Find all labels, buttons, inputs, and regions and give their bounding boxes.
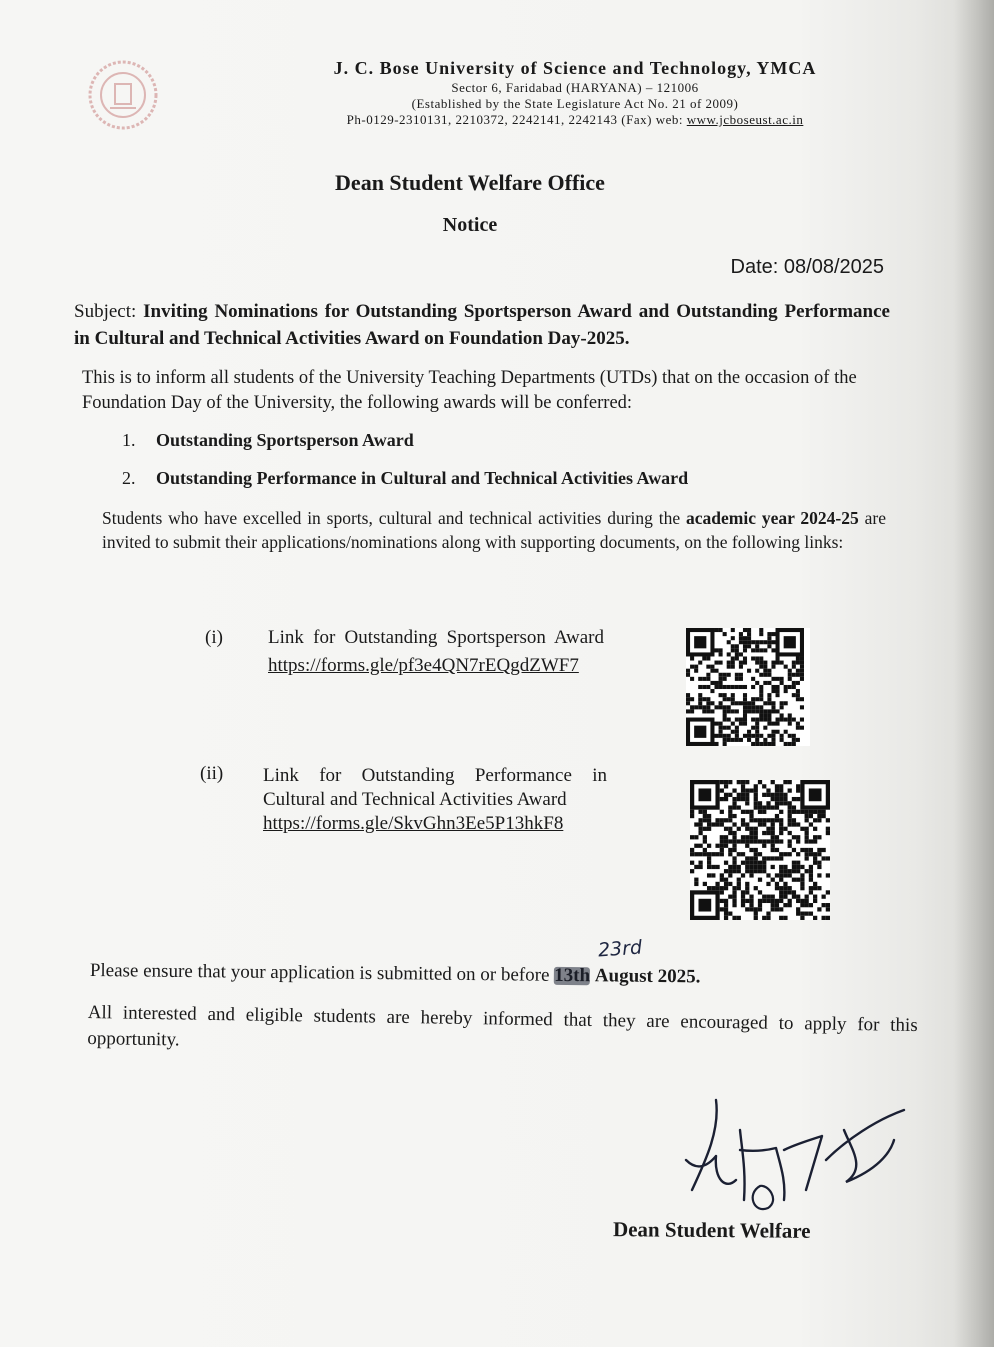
award-number: 2. <box>122 468 136 488</box>
award-name: Outstanding Performance in Cultural and Technical Activities Award <box>156 468 689 488</box>
sportsperson-form-link[interactable]: https://forms.gle/pf3e4QN7rEQgdZWF7 <box>268 655 579 676</box>
qr-code-cultural-technical-icon <box>690 780 830 920</box>
phone-numbers: Ph-0129-2310131, 2210372, 2242141, 2242143 (Fax) web: <box>346 112 683 127</box>
ink-strike <box>554 967 590 985</box>
academic-year: academic year 2024-25 <box>686 508 859 528</box>
paper-shadow <box>954 0 994 1347</box>
subject-line <box>74 298 890 352</box>
closing-paragraph: All interested and eligible students are hereby informed that they are encouraged to apply for this opportunity. <box>87 1001 918 1051</box>
cultural-technical-form-link[interactable]: https://forms.gle/SkvGhn3Ee5P13hkF8 <box>263 813 564 834</box>
university-name: J. C. Bose University of Science and Technology, YMCA <box>333 58 817 78</box>
contact-line <box>230 112 920 128</box>
signatory-title: Dean Student Welfare <box>612 1217 811 1243</box>
link-number: (i) <box>205 627 223 648</box>
award-item <box>122 468 688 489</box>
eligibility-text-end: are invited to submit their applications/nominations along with supporting documents, on the following links: <box>102 508 887 552</box>
deadline-month: August 2025. <box>594 965 701 988</box>
notice-date: Date: 08/08/2025 <box>730 256 884 278</box>
award-number: 1. <box>122 430 136 450</box>
link-label: Link for Outstanding Sportsperson Award <box>268 627 604 648</box>
link-label: Link for Outstanding Performance in Cultural and Technical Activities Award <box>263 765 607 810</box>
eligibility-text-start: Students who have excelled in sports, cultural and technical activities during the <box>102 508 681 528</box>
handwritten-signature-icon <box>676 1090 906 1220</box>
link-number: (ii) <box>200 763 224 784</box>
deadline-line <box>90 960 701 988</box>
award-item <box>122 430 414 451</box>
website-link[interactable]: www.jcboseust.ac.in <box>686 112 804 127</box>
subject-text: Inviting Nominations for Outstanding Sportsperson Award and Outstanding Performance in Cultural and Technical Activities Award on Foundation Day-2025. <box>74 301 890 349</box>
eligibility-paragraph <box>102 506 886 554</box>
struck-date <box>554 965 590 987</box>
intro-paragraph: This is to inform all students of the University Teaching Departments (UTDs) that on the occasion of the Foundation Day of the University, the following awards will be conferred: <box>82 368 857 413</box>
university-address: Sector 6, Faridabad (HARYANA) – 121006 <box>451 80 699 95</box>
office-title: Dean Student Welfare Office <box>335 170 605 195</box>
university-seal-icon <box>80 58 166 132</box>
award-name: Outstanding Sportsperson Award <box>156 430 414 450</box>
link-block-cultural-technical <box>263 764 607 836</box>
notice-heading: Notice <box>442 214 498 236</box>
establishment-line: (Established by the State Legislature Act No. 21 of 2009) <box>411 96 739 111</box>
link-block-sportsperson <box>268 626 604 678</box>
deadline-text-start: Please ensure that your application is submitted on or before <box>89 960 550 986</box>
handwritten-correction: 23rd <box>597 936 643 962</box>
subject-label: Subject: <box>74 301 137 322</box>
qr-code-sportsperson-icon <box>686 628 810 746</box>
